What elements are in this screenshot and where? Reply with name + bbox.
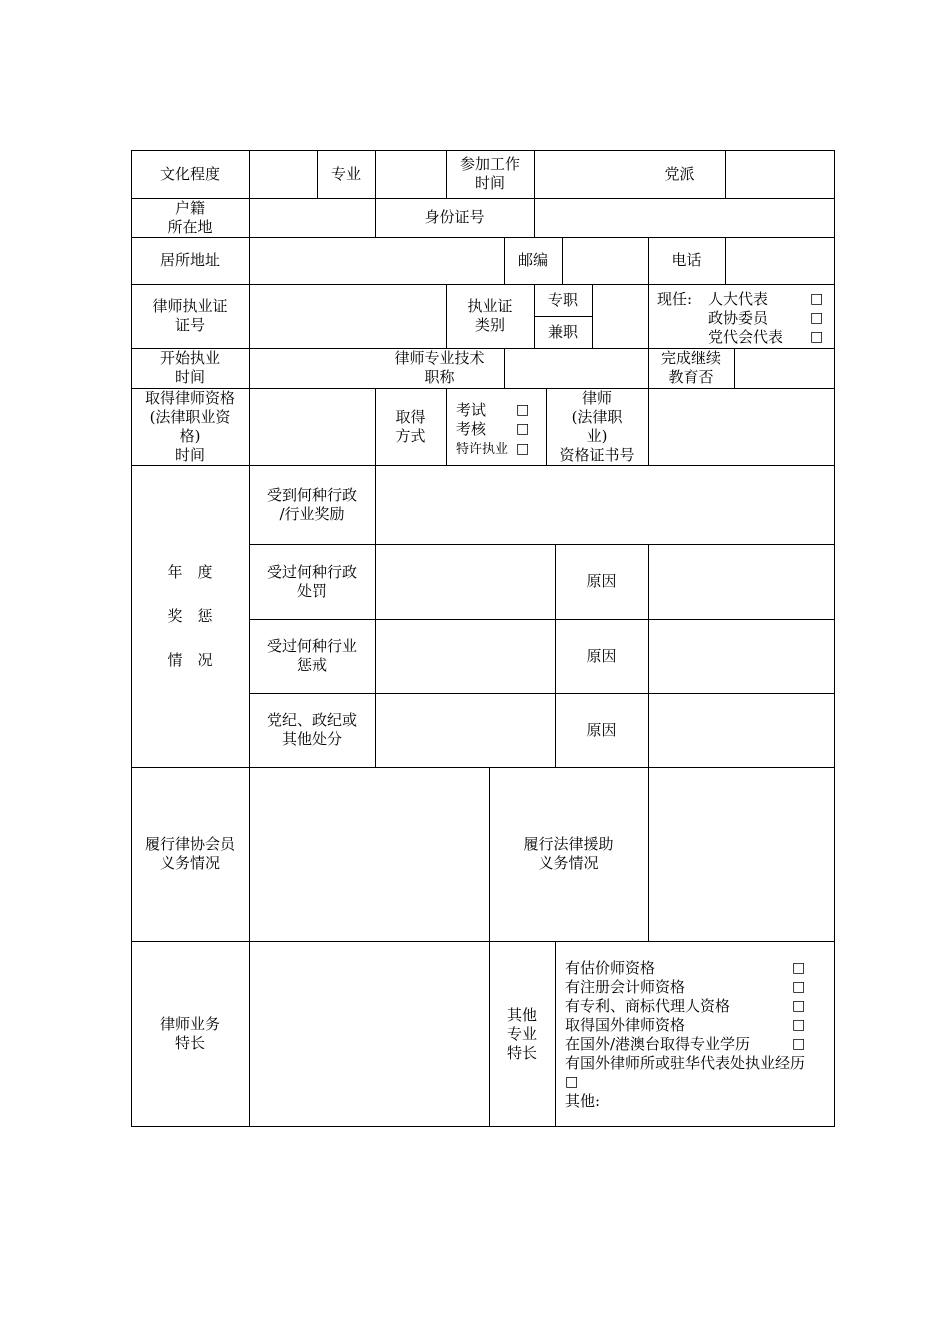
label-award: 受到何种行政 /行业奖励 <box>266 485 357 523</box>
label-id-number: 身份证号 <box>424 208 485 226</box>
field-award[interactable] <box>376 466 833 543</box>
field-discipline-reason[interactable] <box>649 620 833 692</box>
option-patent-agent: 有专利、商标代理人资格 <box>565 997 731 1015</box>
option-cpa: 有注册会计师资格 <box>565 978 686 996</box>
field-postcode[interactable] <box>563 238 647 283</box>
label-postcode: 邮编 <box>517 251 548 269</box>
checkbox-cppcc[interactable]: □ <box>810 310 824 326</box>
option-overseas-degree: 在国外/港澳台取得专业学历 <box>565 1035 751 1053</box>
lawyer-registration-form <box>131 150 835 1127</box>
label-continuing-education: 完成继续 教育否 <box>660 349 721 386</box>
label-major: 专业 <box>330 164 361 183</box>
label-method: 取得 方式 <box>395 407 426 445</box>
label-license-no: 律师执业证 证号 <box>152 297 228 334</box>
grid-line <box>648 284 649 348</box>
checkbox-party-congress[interactable]: □ <box>810 329 824 345</box>
label-specialty: 律师业务 特长 <box>159 1015 220 1052</box>
checkbox-overseas-experience[interactable]: □ <box>565 1074 579 1090</box>
field-penalty-reason[interactable] <box>649 545 833 618</box>
label-license-type: 执业证 类别 <box>467 297 513 334</box>
checkbox-exam[interactable]: □ <box>516 402 530 418</box>
field-id-number[interactable] <box>535 199 833 236</box>
field-qualification-time[interactable] <box>250 389 374 464</box>
label-industry-discipline: 受过何种行业 惩戒 <box>266 637 357 674</box>
checkbox-appraiser[interactable]: □ <box>792 960 806 976</box>
grid-line <box>834 150 835 1127</box>
label-address: 居所地址 <box>159 251 220 269</box>
label-reason: 原因 <box>586 572 617 590</box>
label-admin-penalty: 受过何种行政 处罚 <box>266 562 357 600</box>
field-continuing-education[interactable] <box>735 349 833 387</box>
label-other: 其他: <box>565 1092 601 1110</box>
field-license-type[interactable] <box>593 285 647 347</box>
field-legal-aid-duties[interactable] <box>649 768 833 940</box>
label-phone: 电话 <box>671 251 702 269</box>
label-start-practice: 开始执业 时间 <box>159 349 220 386</box>
checkbox-cpa[interactable]: □ <box>792 979 806 995</box>
checkbox-patent-agent[interactable]: □ <box>792 998 806 1014</box>
label-party: 党派 <box>664 164 695 183</box>
checkbox-overseas-degree[interactable]: □ <box>792 1036 806 1052</box>
field-address[interactable] <box>250 238 503 283</box>
label-certificate-no: 律师 (法律职 业) 资格证书号 <box>559 388 635 464</box>
grid-line <box>555 941 556 1127</box>
field-association-duties[interactable] <box>250 768 488 940</box>
field-admin-penalty[interactable] <box>376 545 554 618</box>
label-association-duties: 履行律协会员 义务情况 <box>144 835 235 872</box>
field-party-discipline[interactable] <box>376 694 554 766</box>
label-current: 现任: <box>657 290 693 308</box>
label-full-time: 专职 <box>547 290 578 309</box>
label-professional-title: 律师专业技术 职称 <box>394 349 485 386</box>
checkbox-npc[interactable]: □ <box>810 291 824 307</box>
method-assessment: 考核 <box>456 420 487 438</box>
field-work-start[interactable] <box>535 151 633 197</box>
field-party[interactable] <box>726 151 833 197</box>
field-major[interactable] <box>376 151 445 197</box>
label-work-start: 参加工作 时间 <box>459 155 520 192</box>
label-party-discipline: 党纪、政纪或 其他处分 <box>266 711 357 748</box>
position-party-congress: 党代会代表 <box>708 328 784 346</box>
field-party-discipline-reason[interactable] <box>649 694 833 766</box>
grid-line <box>446 388 447 465</box>
checkbox-assessment[interactable]: □ <box>516 421 530 437</box>
option-foreign-lawyer: 取得国外律师资格 <box>565 1016 686 1034</box>
method-special-permit: 特许执业 <box>456 442 509 457</box>
checkbox-special-permit[interactable]: □ <box>516 441 530 457</box>
label-part-time: 兼职 <box>547 322 578 341</box>
label-education: 文化程度 <box>159 164 220 183</box>
field-education[interactable] <box>250 151 316 197</box>
label-household: 户籍 所在地 <box>167 198 213 236</box>
label-reason: 原因 <box>586 720 617 739</box>
label-qualification-time: 取得律师资格 (法律职业资 格) 时间 <box>144 388 235 464</box>
checkbox-foreign-lawyer[interactable]: □ <box>792 1017 806 1033</box>
field-household[interactable] <box>250 199 374 236</box>
field-phone[interactable] <box>726 238 833 283</box>
label-reason: 原因 <box>586 646 617 665</box>
label-annual-rewards-penalties: 年 度 奖 惩 情 况 <box>167 563 213 669</box>
field-professional-title[interactable] <box>505 349 647 387</box>
label-legal-aid-duties: 履行法律援助 义务情况 <box>523 835 614 872</box>
field-start-practice[interactable] <box>250 349 374 387</box>
method-exam: 考试 <box>456 401 487 419</box>
option-appraiser: 有估价师资格 <box>565 959 656 977</box>
field-industry-discipline[interactable] <box>376 620 554 692</box>
field-specialty[interactable] <box>250 942 488 1126</box>
option-overseas-experience: 有国外律师所或驻华代表处执业经历 <box>565 1054 806 1072</box>
field-license-no[interactable] <box>250 285 445 347</box>
position-npc: 人大代表 <box>708 290 769 308</box>
label-other-specialty: 其他 专业 特长 <box>506 1005 537 1062</box>
position-cppcc: 政协委员 <box>708 309 769 327</box>
field-certificate-no[interactable] <box>649 389 833 464</box>
